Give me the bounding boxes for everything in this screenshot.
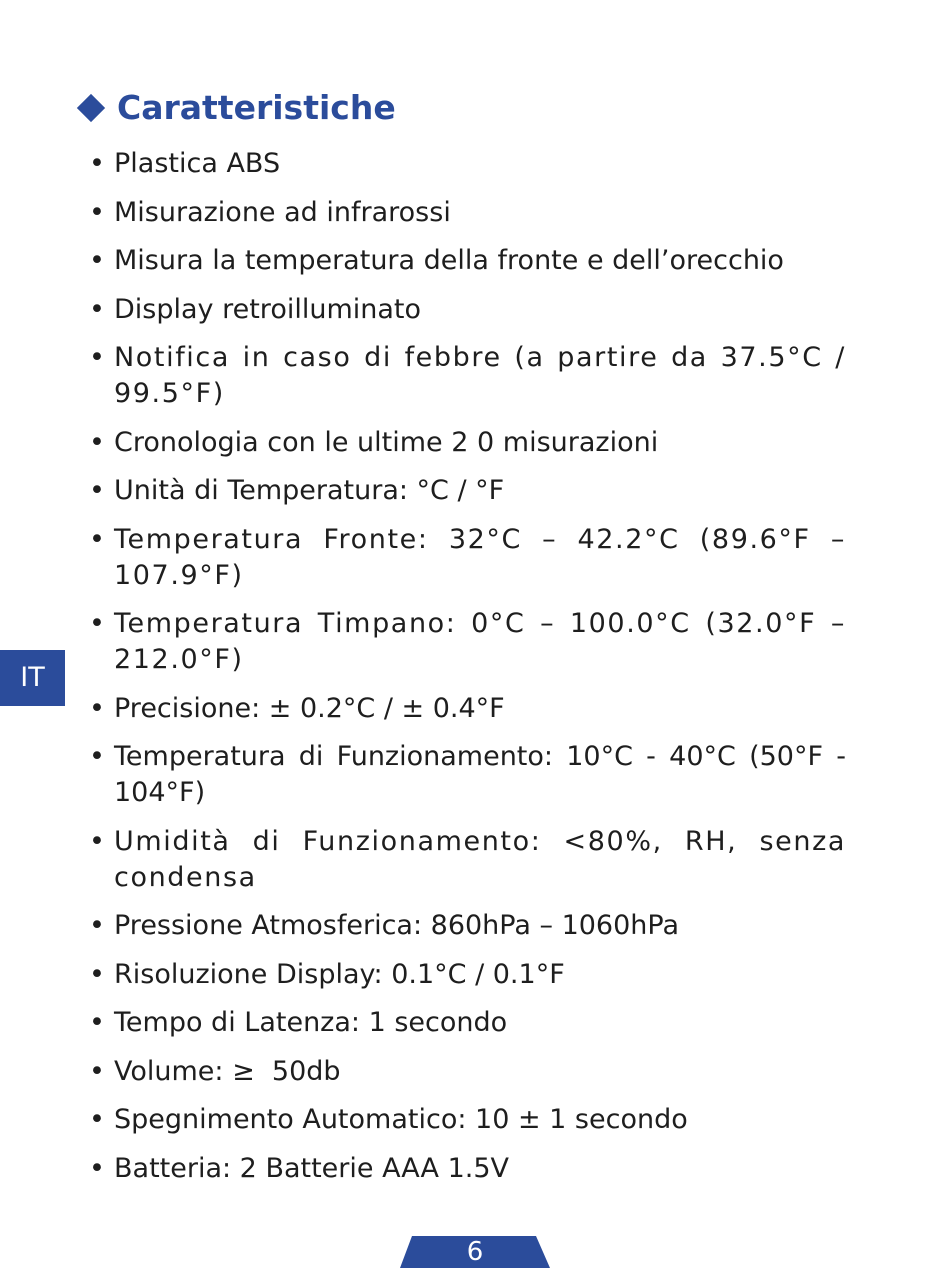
list-item: [0, 739, 950, 811]
list-item: [0, 691, 950, 727]
list-item-text: Misurazione ad infrarossi: [114, 196, 451, 228]
list-item: [0, 1102, 950, 1138]
list-item: [0, 425, 950, 461]
bullet-icon: •: [89, 1007, 105, 1038]
list-item-text: Tempo di Latenza: 1 secondo: [114, 1007, 508, 1038]
list-item: [0, 340, 950, 412]
list-item: [0, 1054, 950, 1090]
list-item: [0, 195, 950, 231]
list-item-text: Batteria: 2 Batterie AAA 1.5V: [114, 1152, 509, 1184]
features-list: [0, 146, 950, 1199]
list-item: [0, 908, 950, 944]
list-item-text: Risoluzione Display: 0.1°C / 0.1°F: [114, 958, 565, 990]
list-item: [0, 292, 950, 328]
bullet-icon: •: [89, 196, 105, 228]
list-item: [0, 606, 950, 678]
bullet-icon: •: [89, 245, 105, 276]
list-item: [0, 243, 950, 279]
list-item-text: Notifica in caso di febbre (a partire da 37.5°C / 99.5°F): [114, 342, 846, 409]
section-heading-text: Caratteristiche: [117, 88, 396, 127]
list-item: [0, 473, 950, 509]
list-item: [0, 522, 950, 594]
list-item-text: Unità di Temperatura: °C / °F: [114, 475, 505, 506]
list-item: [0, 1005, 950, 1041]
bullet-icon: •: [89, 1104, 105, 1135]
bullet-icon: •: [89, 475, 105, 506]
bullet-icon: •: [89, 1152, 105, 1184]
list-item-text: Temperatura Fronte: 32°C – 42.2°C (89.6°F – 107.9°F): [114, 523, 846, 591]
list-item-text: Precisione: ± 0.2°C / ± 0.4°F: [114, 692, 505, 724]
list-item: [0, 146, 950, 182]
list-item-text: Display retroilluminato: [114, 293, 422, 325]
bullet-icon: •: [89, 910, 105, 941]
list-item-text: Pressione Atmosferica: 860hPa – 1060hPa: [114, 910, 680, 941]
page-number: 6: [466, 1237, 484, 1267]
diamond-icon: [77, 94, 105, 122]
list-item-text: Umidità di Funzionamento: <80%, RH, senza condensa: [114, 825, 846, 893]
bullet-icon: •: [89, 741, 105, 772]
bullet-icon: •: [89, 608, 107, 639]
list-item-text: Spegnimento Automatico: 10 ± 1 secondo: [114, 1104, 688, 1135]
list-item-text: Temperatura di Funzionamento: 10°C - 40°C (50°F - 104°F): [114, 741, 846, 808]
list-item-text: Volume: ≥ 50db: [114, 1055, 341, 1087]
bullet-icon: •: [89, 342, 107, 373]
list-item: [0, 824, 950, 896]
bullet-icon: •: [89, 692, 105, 724]
bullet-icon: •: [89, 825, 107, 857]
bullet-icon: •: [89, 293, 105, 325]
list-item: [0, 957, 950, 993]
list-item-text: Misura la temperatura della fronte e dell’orecchio: [114, 245, 784, 276]
bullet-icon: •: [89, 958, 105, 990]
section-heading: [78, 84, 396, 132]
bullet-icon: •: [89, 1055, 105, 1087]
bullet-icon: •: [89, 148, 105, 179]
language-tab: IT: [0, 650, 65, 706]
list-item-text: Temperatura Timpano: 0°C – 100.0°C (32.0°F – 212.0°F): [114, 608, 846, 675]
list-item-text: Cronologia con le ultime 2 0 misurazioni: [114, 426, 659, 458]
page-number-tab: [400, 1236, 550, 1268]
list-item-text: Plastica ABS: [114, 148, 281, 179]
bullet-icon: •: [89, 523, 107, 555]
list-item: [0, 1151, 950, 1187]
bullet-icon: •: [89, 426, 105, 458]
